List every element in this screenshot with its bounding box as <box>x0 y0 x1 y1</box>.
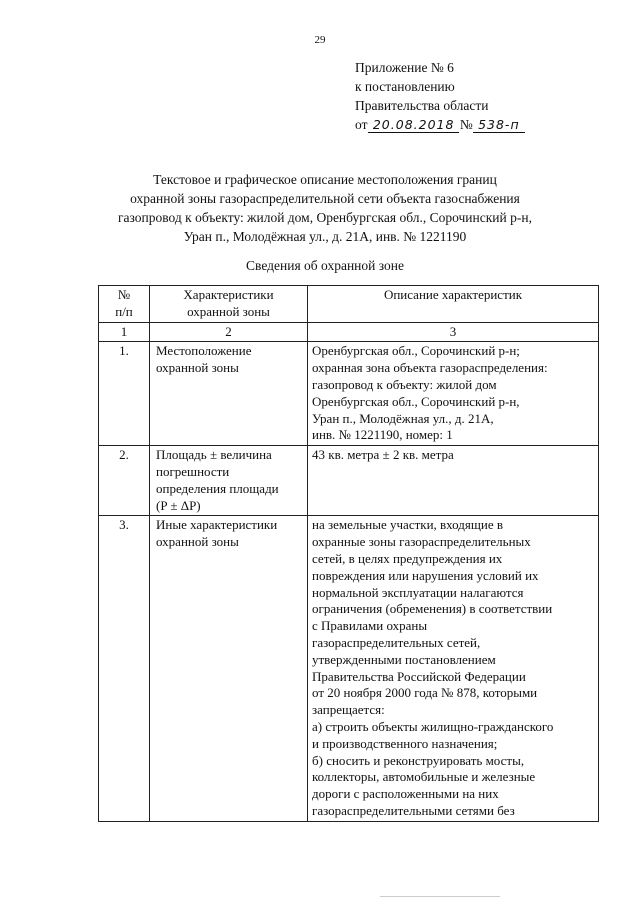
row-characteristic: Местоположение охранной зоны <box>150 342 308 446</box>
row-description: 43 кв. метра ± 2 кв. метра <box>308 446 599 516</box>
column-number-row <box>99 322 599 342</box>
section-subtitle: Сведения об охранной зоне <box>246 258 404 273</box>
column-number-1: 1 <box>99 322 150 342</box>
header-num: № п/п <box>99 286 150 323</box>
title-line-1: Текстовое и графическое описание местоположения границ <box>153 172 497 187</box>
title-line-4: Уран п., Молодёжная ул., д. 21А, инв. № 1221190 <box>183 229 467 244</box>
header-description: Описание характеристик <box>308 286 599 323</box>
header-characteristic: Характеристики охранной зоны <box>150 286 308 323</box>
appendix-header <box>355 58 522 134</box>
row-num: 1. <box>99 342 150 446</box>
table-row <box>99 342 599 446</box>
handwritten-number: 538-п <box>478 117 520 132</box>
document-title <box>95 170 555 246</box>
title-line-3: газопровод к объекту: жилой дом, Оренбургская обл., Сорочинский р-н, <box>118 210 532 225</box>
column-number-2: 2 <box>150 322 308 342</box>
row-characteristic: Площадь ± величина погрешности определения площади (P ± ΔP) <box>150 446 308 516</box>
handwritten-date: 20.08.2018 <box>372 117 455 132</box>
table-row <box>99 446 599 516</box>
appendix-line-3: Правительства области <box>355 98 489 113</box>
number-prefix: № <box>459 117 473 132</box>
row-num: 2. <box>99 446 150 516</box>
column-number-3: 3 <box>308 322 599 342</box>
appendix-line-2: к постановлению <box>355 79 455 94</box>
appendix-date-line <box>355 115 522 134</box>
row-description: Оренбургская обл., Сорочинский р-н; охранная зона объекта газораспределения: газопровод к объекту: жилой дом Оренбургская обл., Сорочинский р-н, Уран п., Молодёжная ул., д. 21А, инв. № 1221190, номер: 1 <box>308 342 599 446</box>
date-prefix: от <box>355 117 368 132</box>
page-number: 29 <box>314 34 326 46</box>
appendix-line-1: Приложение № 6 <box>355 60 454 75</box>
row-characteristic: Иные характеристики охранной зоны <box>150 516 308 821</box>
title-line-2: охранной зоны газораспределительной сети объекта газоснабжения <box>130 191 520 206</box>
row-description: на земельные участки, входящие в охранные зоны газораспределительных сетей, в целях предупреждения их повреждения или нарушения условий их нормальной эксплуатации налагаются ограничения (обременения) в соответствии с Правилами охраны газораспределительных сетей, утвержденными постановлением Правительства Российской Федерации от 20 ноября 2000 года № 878, которыми запрещается: а) строить объекты жилищно-гражданского и производственного назначения; б) сносить и реконструировать мосты, коллекторы, автомобильные и железные дороги с расположенными на них газораспределительными сетями без <box>308 516 599 821</box>
scan-edge-mark <box>380 896 500 897</box>
zone-info-table <box>98 285 599 822</box>
table-row <box>99 516 599 821</box>
row-num: 3. <box>99 516 150 821</box>
table-header-row <box>99 286 599 323</box>
